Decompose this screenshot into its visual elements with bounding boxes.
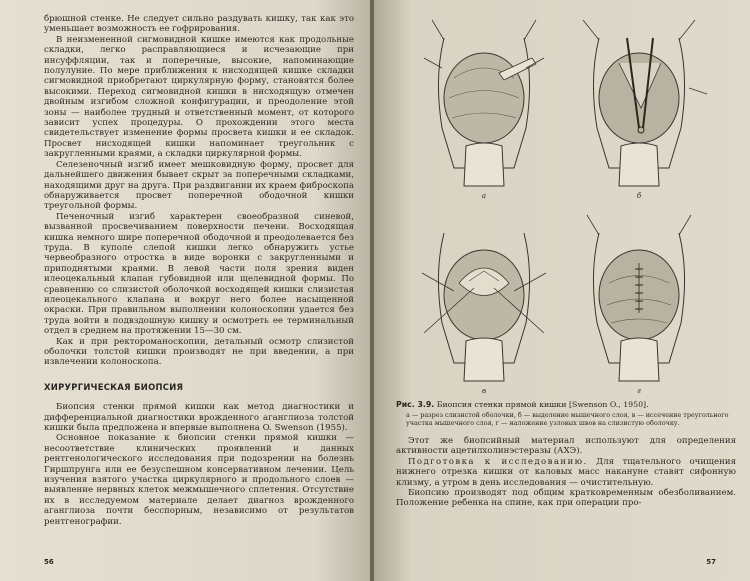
- paragraph: Печеночный изгиб характерен своеобразной синевой, вызванной просвечиванием поверхности печени. Восходящая кишка немного шире поперечной ободочной и преодолевается без труда. В куполе слепой кишки легко обнаружить устье червеобразного отростка в виде воронки с закругленными и приподнятыми краями. В левой части поля зрения виден илеоцекальный клапан губовидной или щелевидной формы. По сравнению со слизистой оболочкой восходящей кишки слизистая илеоцекального клапана и вокруг него более насыщенной окраски. При правильном выполнении колоноскопии удается без труда войти в подвздошную кишку и осмотреть ее терминальный отдел в среднем на протяжении 15—30 см.: [44, 211, 354, 337]
- right-text-column: [396, 436, 736, 509]
- paragraph: [396, 457, 736, 488]
- left-page: [0, 0, 372, 581]
- page-number-right: 57: [706, 558, 716, 566]
- panel-label-d: г: [637, 387, 641, 395]
- paragraph: Как и при ректороманоскопии, детальный осмотр слизистой оболочки толстой кишки производят не при введении, а при извлечении колоноскопа.: [44, 336, 354, 368]
- page-number-left: 56: [44, 558, 54, 566]
- subheading-inline: Подготовка к исследованию.: [408, 456, 588, 467]
- paragraph: Этот же биопсийный материал используют для определения активности ацетилхолинэстеразы (АХЭ).: [396, 436, 736, 457]
- surgical-illustration-c: [414, 213, 554, 385]
- panel-label-a: а: [481, 192, 487, 200]
- paragraph: Селезеночный изгиб имеет мешковидную форму, просвет для дальнейшего движения бывает скрыт за поперечными складками, находящими друг на друга. При раздвигании их краем фиброскопа обнаруживается просвет поперечной ободочной кишки треугольной формы.: [44, 159, 354, 212]
- figure-panel-a: [414, 18, 554, 200]
- paragraph-text: Для тщательного очищения нижнего отрезка кишки от каловых масс накануне ставят сифонную клизму, а утром в день исследования — очистительную.: [396, 456, 736, 488]
- paragraph: Основное показание к биопсии стенки прямой кишки — несоответствие клинических проявлений и данных рентгенологического исследования при подозрении на болезнь Гиршпрунга или ее безуспешном консервативном лечении. Цель изучения взятого участка циркулярного и продольного слоев — выявление нервных клеток межмышечного сплетения. Отсутствие их в исследуемом материале делает диагноз врожденного аганглиоза почти бесспорным, независимо от результатов рентгенографии.: [44, 433, 354, 527]
- figure-panel-b: [569, 18, 709, 200]
- figure-panel-c: [414, 213, 554, 395]
- figure-3-9: [404, 18, 726, 400]
- figure-caption: [396, 400, 731, 427]
- paragraph: Биопсия стенки прямой кишки как метод диагностики и дифференциальной диагностики врожденного аганглиоза толстой кишки была предложена и впервые выполнена O. Swenson (1955).: [44, 402, 354, 434]
- surgical-illustration-d: [569, 213, 709, 385]
- left-text-column: [44, 14, 354, 527]
- panel-label-c: в: [481, 387, 487, 395]
- caption-label: Рис. 3.9.: [396, 400, 435, 409]
- caption-note: а — разрез слизистой оболочки, б — выделение мышечного слоя, в — иссечение треугольного участка мышечного слоя, г — наложение узловых швов на слизистую оболочку.: [406, 410, 729, 427]
- surgical-illustration-b: [569, 18, 709, 190]
- section-heading: ХИРУРГИЧЕСКАЯ БИОПСИЯ: [44, 381, 184, 392]
- paragraph: брюшной стенке. Не следует сильно раздувать кишку, так как это уменьшает возможность ее гофрирования.: [44, 14, 354, 35]
- figure-panel-d: [569, 213, 709, 395]
- surgical-illustration-a: [414, 18, 554, 190]
- caption-title: Биопсия стенки прямой кишки [Swenson O., 1950].: [436, 400, 649, 409]
- paragraph: В неизмененной сигмовидной кишке имеются как продольные складки, легко расправляющиеся и исчезающие при инсуффляции, так и поперечные, высокие, напоминающие полулуние. По мере приближения к нисходящей кишке складки сигмовидной приобретают циркулярную форму, становятся более высокими. Переход сигмовидной кишки в нисходящую отмечен двойным изгибом сложной конфигурации, и преодоление этой зоны — наиболее трудный и ответственный момент, от которого зависит успех процедуры. О прохождении этого места свидетельствует изменение формы просвета кишки и ее складок. Просвет нисходящей кишки напоминает треугольник с закругленными краями, а складки циркулярной формы.: [44, 34, 354, 160]
- right-page: [374, 0, 750, 581]
- panel-label-b: б: [636, 192, 642, 200]
- paragraph: Биопсию производят под общим кратковременным обезболиванием. Положение ребенка на спине, как при операции про-: [396, 488, 736, 509]
